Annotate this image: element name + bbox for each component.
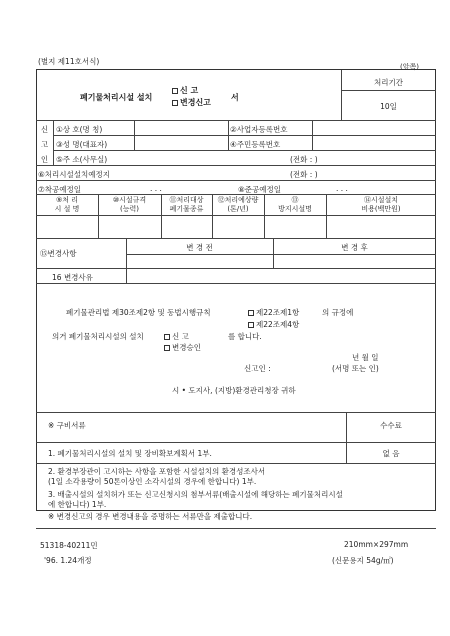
address-label: ⑤주 소(사무실) (56, 155, 108, 164)
end-date-label: ⑧준공예정일 (238, 185, 281, 194)
trade-name-label: ①상 호(명 칭) (56, 125, 103, 134)
docs-header: ※ 구비서류 (48, 421, 86, 430)
footer-revised: '96. 1.24개정 (44, 556, 92, 565)
decl-line3c: 를 합니다. (228, 332, 262, 341)
change-items-label: ⑮변경사항 (40, 249, 77, 258)
address-input[interactable] (136, 151, 286, 164)
fee-label: 수수료 (380, 421, 402, 430)
reason-input[interactable] (128, 269, 434, 282)
decl-date[interactable]: 년 월 일 (352, 353, 379, 362)
site-input[interactable] (136, 166, 286, 179)
col-prevention: ⑬ 방지시설명 (278, 196, 312, 213)
decl-option-report: 신 고 (164, 331, 189, 342)
resident-no-input[interactable] (314, 136, 434, 149)
resident-no-label: ④주민등록번호 (230, 140, 281, 149)
col-cost: ⑭시설설치 비용(백만원) (361, 196, 401, 213)
side-char-3: 인 (40, 155, 49, 164)
title-option-change: 변경신고 (172, 97, 211, 108)
title-suffix: 서 (231, 93, 239, 102)
col-expected-amount: ⑫처리예상량 (톤/년) (217, 196, 259, 213)
name-label: ③성 명(대표자) (56, 140, 108, 149)
site-phone: (전화 : ) (290, 170, 318, 179)
business-no-label: ②사업자등록번호 (230, 125, 288, 134)
col-spec: ⑩시설규격 (능력) (112, 196, 147, 213)
footer-paper: (신문용지 54g/㎡) (332, 556, 394, 565)
decl-option-2: 제22조제4항 (248, 319, 299, 330)
checkbox[interactable] (172, 88, 178, 94)
before-input[interactable] (128, 255, 271, 267)
after-input[interactable] (275, 255, 434, 267)
doc-item-1: 1. 폐기물처리시설의 설치 및 장비확보계획서 1부. (48, 449, 212, 458)
decl-sign: (서명 또는 인) (332, 364, 379, 373)
checkbox[interactable] (164, 345, 170, 351)
business-no-input[interactable] (314, 121, 434, 134)
title-option-report: 신 고 (172, 85, 198, 96)
trade-name-input[interactable] (136, 121, 226, 134)
footer-code: 51318-40211민 (40, 541, 98, 550)
checkbox[interactable] (248, 322, 254, 328)
doc-note: ※ 변경신고의 경우 변경내용을 증명하는 서류만을 제출합니다. (48, 512, 253, 521)
header-before: 변 경 전 (186, 243, 213, 252)
decl-option-change: 변경승인 (164, 342, 201, 353)
decl-line1a: 폐기물관리법 제30조제2항 및 동법시행규칙 (66, 308, 211, 317)
decl-line3a: 의거 폐기물처리시설의 설치 (52, 332, 144, 341)
decl-reporter: 신고인 : (244, 364, 271, 373)
doc-item-3a: 3. 배출시설의 설치허가 또는 신고신청시의 첨부서류(배출시설에 해당하는 폐기물처리시설 (48, 490, 343, 499)
decl-line1c: 의 규정에 (322, 308, 354, 317)
site-label: ⑥처리시설설치예정지 (38, 170, 110, 179)
side-char-1: 신 (40, 125, 49, 134)
col-facility-name: ⑨처 리 시 설 명 (54, 196, 80, 213)
name-input[interactable] (136, 136, 226, 149)
end-date-value[interactable]: . . . (336, 184, 348, 193)
address-phone: (전화 : ) (290, 155, 318, 164)
period-value: 10일 (380, 102, 397, 111)
checkbox[interactable] (248, 310, 254, 316)
decl-option-1: 제22조제1항 (248, 307, 299, 318)
facility-data-row[interactable] (37, 216, 435, 237)
period-label: 처리기간 (374, 78, 403, 87)
start-date-label: ⑦착공예정일 (38, 185, 81, 194)
doc-item-2b: (1일 소각용량이 50톤이상인 소각시설의 경우에 한합니다) 1부. (48, 477, 257, 486)
page-side: (앞쪽) (400, 63, 419, 71)
footer-size: 210mm×297mm (344, 540, 409, 549)
doc-item-3b: 에 한합니다) 1부. (48, 500, 107, 509)
col-waste-type: ⑪처리대상 폐기물종류 (169, 196, 204, 213)
checkbox[interactable] (172, 100, 178, 106)
side-char-2: 고 (40, 140, 49, 149)
header-after: 변 경 후 (341, 243, 368, 252)
form-id: (별지 제11호서식) (38, 57, 100, 66)
form-title: 폐기물처리시설 설치 (80, 93, 153, 102)
change-reason-label: 16 변경사유 (52, 273, 93, 282)
fee-value: 없 음 (382, 449, 400, 458)
start-date-value[interactable]: . . . (150, 184, 162, 193)
decl-recipient: 시 • 도지사, (지방)환경관리청장 귀하 (172, 386, 296, 395)
checkbox[interactable] (164, 334, 170, 340)
doc-item-2a: 2. 환경부장관이 고시하는 사항을 포함한 시설설치의 환경성조사서 (48, 467, 266, 476)
